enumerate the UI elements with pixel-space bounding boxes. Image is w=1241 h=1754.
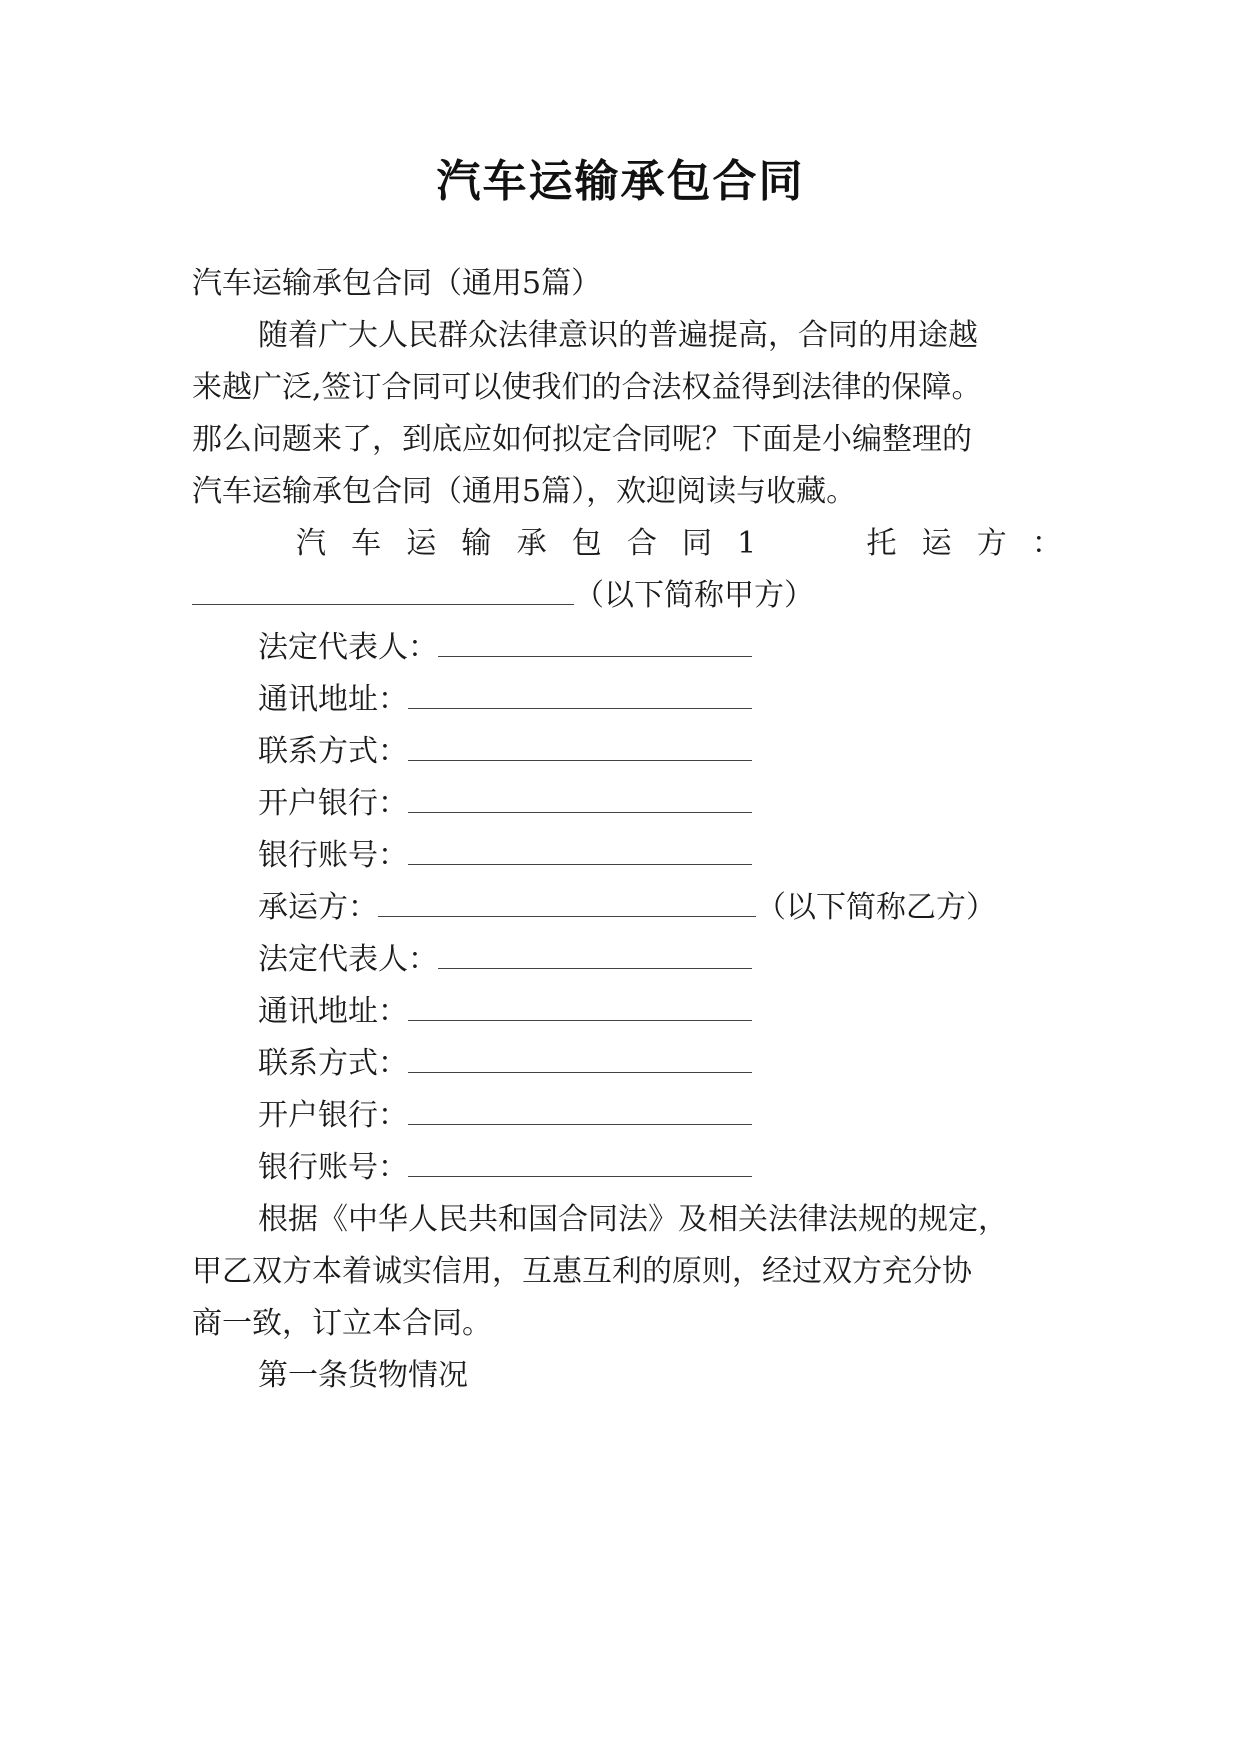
document-subtitle: 汽车运输承包合同（通用5篇） <box>192 266 602 301</box>
party-a-field-address <box>258 678 1128 722</box>
field-label: 法定代表人： <box>258 630 438 665</box>
party-b-blank[interactable] <box>378 888 756 917</box>
field-label: 法定代表人： <box>258 942 438 977</box>
document-title: 汽车运输承包合同 <box>436 156 805 207</box>
heading-char: 车 <box>351 526 382 561</box>
article-1-heading: 第一条货物情况 <box>258 1358 468 1393</box>
party-b-label: 承运方： <box>258 890 378 925</box>
party-a-field-contact <box>258 730 1128 774</box>
heading-gap <box>781 522 841 566</box>
heading-char: 同 <box>681 526 712 561</box>
party-b-field-address <box>258 990 1128 1034</box>
party-a-field-bank <box>258 782 1128 826</box>
field-blank[interactable] <box>438 628 752 657</box>
heading-char: ： <box>1031 526 1062 561</box>
party-b-line <box>258 886 1128 930</box>
field-label: 银行账号： <box>258 838 408 873</box>
field-blank[interactable] <box>438 940 752 969</box>
heading-char: 运 <box>406 526 437 561</box>
party-a-blank[interactable] <box>192 576 574 605</box>
intro-line-4: 汽车运输承包合同（通用5篇），欢迎阅读与收藏。 <box>192 474 857 509</box>
party-a-line <box>192 574 1062 618</box>
party-b-suffix: （以下简称乙方） <box>756 890 996 925</box>
party-a-field-legal-rep <box>258 626 1128 670</box>
heading-char: 方 <box>976 526 1007 561</box>
party-b-field-contact <box>258 1042 1128 1086</box>
party-a-field-account <box>258 834 1128 878</box>
party-b-field-bank <box>258 1094 1128 1138</box>
heading-char: 1 <box>737 526 757 561</box>
field-blank[interactable] <box>408 992 752 1021</box>
heading-char: 托 <box>866 526 897 561</box>
party-a-suffix: （以下简称甲方） <box>574 578 814 613</box>
basis-line-2: 甲乙双方本着诚实信用，互惠互利的原则，经过双方充分协 <box>192 1254 972 1289</box>
heading-char: 包 <box>571 526 602 561</box>
field-label: 开户银行： <box>258 1098 408 1133</box>
field-blank[interactable] <box>408 836 752 865</box>
intro-line-3: 那么问题来了，到底应如何拟定合同呢？下面是小编整理的 <box>192 422 972 457</box>
field-label: 通讯地址： <box>258 994 408 1029</box>
field-blank[interactable] <box>408 732 752 761</box>
field-label: 联系方式： <box>258 734 408 769</box>
heading-char: 汽 <box>296 526 326 561</box>
intro-line-1: 随着广大人民群众法律意识的普遍提高，合同的用途越 <box>258 318 978 353</box>
field-blank[interactable] <box>408 1096 752 1125</box>
field-blank[interactable] <box>408 1148 752 1177</box>
basis-line-1: 根据《中华人民共和国合同法》及相关法律法规的规定， <box>258 1202 1008 1237</box>
basis-line-3: 商一致，订立本合同。 <box>192 1306 492 1341</box>
heading-char: 输 <box>461 526 492 561</box>
party-b-field-legal-rep <box>258 938 1128 982</box>
field-label: 开户银行： <box>258 786 408 821</box>
section-heading-1 <box>192 522 1062 566</box>
heading-char: 运 <box>921 526 952 561</box>
field-label: 联系方式： <box>258 1046 408 1081</box>
heading-char: 承 <box>516 526 547 561</box>
field-blank[interactable] <box>408 784 752 813</box>
field-label: 银行账号： <box>258 1150 408 1185</box>
field-blank[interactable] <box>408 1044 752 1073</box>
party-b-field-account <box>258 1146 1128 1190</box>
field-blank[interactable] <box>408 680 752 709</box>
field-label: 通讯地址： <box>258 682 408 717</box>
heading-char: 合 <box>626 526 657 561</box>
intro-line-2: 来越广泛,签订合同可以使我们的合法权益得到法律的保障。 <box>192 370 982 405</box>
